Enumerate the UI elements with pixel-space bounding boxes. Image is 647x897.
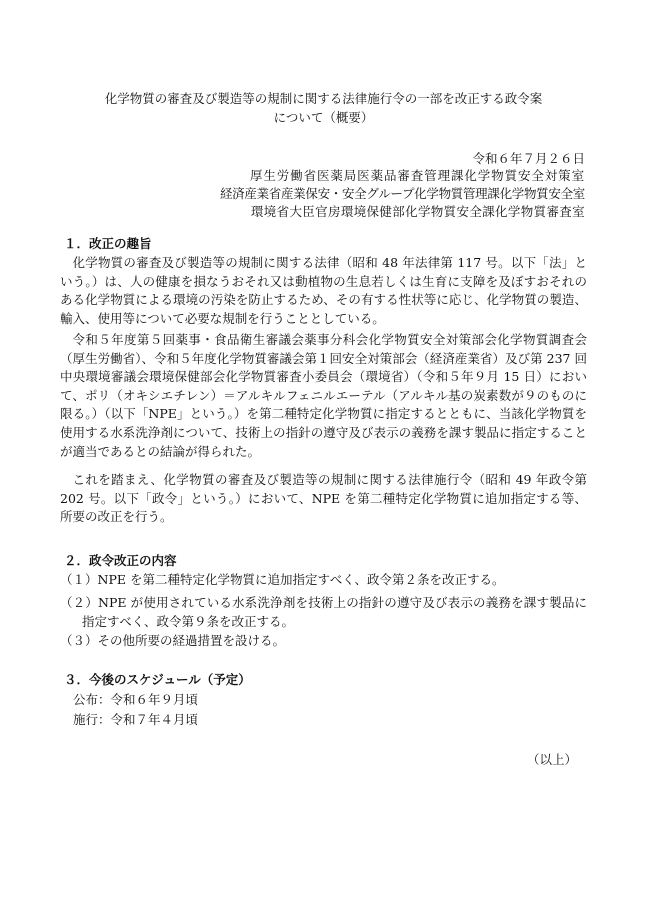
- department-meti: 経済産業省産業保安・安全グループ化学物質管理課化学物質安全室: [219, 186, 585, 201]
- document-date: 令和６年７月２６日: [472, 151, 585, 166]
- section1-paragraph-2: 令和５年度第５回薬事・食品衛生審議会薬事分科会化学物質安全対策部会化学物質調査会（厚生労働省）、令和５年度化学物質審議会第１回安全対策部会（経済産業省）及び第 237 回中央環境審議会環境保健部会化学物質審査小委員会（環境省）（令和５年９月 15 日）において、ポリ（オキシエチレン）＝アルキルフェニルエーテル（アルキル基の炭素数が９のものに限る。）（以下「NPE」という。）を第二種特定化学物質に指定するとともに、当該化学物質を使用する水系洗浄剤について、技術上の指針の遵守及び表示の義務を課す製品に指定することが適当であるとの結論が得られた。: [60, 332, 587, 459]
- schedule-enforcement: 施行：令和７年４月頃: [73, 712, 199, 727]
- section2-item-2: （２）NPE が使用されている水系洗浄剤を技術上の指針の遵守及び表示の義務を課す製品に指定すべく、政令第９条を改正する。: [60, 595, 587, 629]
- section2-heading: ２．政令改正の内容: [64, 553, 177, 568]
- schedule-promulgation: 公布：令和６年９月頃: [73, 692, 199, 707]
- section3-heading: ３．今後のスケジュール（予定）: [64, 672, 251, 687]
- section1-heading: １．改正の趣旨: [64, 236, 152, 251]
- section2-item-3: （３）その他所要の経過措置を設ける。: [60, 633, 286, 648]
- document-title-line1: 化学物質の審査及び製造等の規制に関する法律施行令の一部を改正する政令案: [104, 91, 543, 106]
- closing-mark: （以上）: [526, 752, 577, 767]
- section1-paragraph-3: これを踏まえ、化学物質の審査及び製造等の規制に関する法律施行令（昭和 49 年政令第 202 号。以下「政令」という。）において、NPE を第二種特定化学物質に追加指定する等、所要の改正を行う。: [60, 472, 587, 525]
- department-moe: 環境省大臣官房環境保健部化学物質安全課化学物質審査室: [250, 204, 585, 219]
- department-mhlw: 厚生労働省医薬局医薬品審査管理課化学物質安全対策室: [249, 168, 585, 183]
- section2-item-1: （１）NPE を第二種特定化学物質に追加指定すべく、政令第２条を改正する。: [60, 572, 505, 587]
- section1-paragraph-1: 化学物質の審査及び製造等の規制に関する法律（昭和 48 年法律第 117 号。以下「法」という。）は、人の健康を損なうおそれ又は動植物の生息若しくは生育に支障を及ぼすおそれのある化学物質による環境の汚染を防止するため、その有する性状等に応じ、化学物質の製造、輸入、使用等について必要な規制を行うこととしている。: [60, 255, 587, 326]
- document-title-line2: について（概要）: [273, 110, 374, 125]
